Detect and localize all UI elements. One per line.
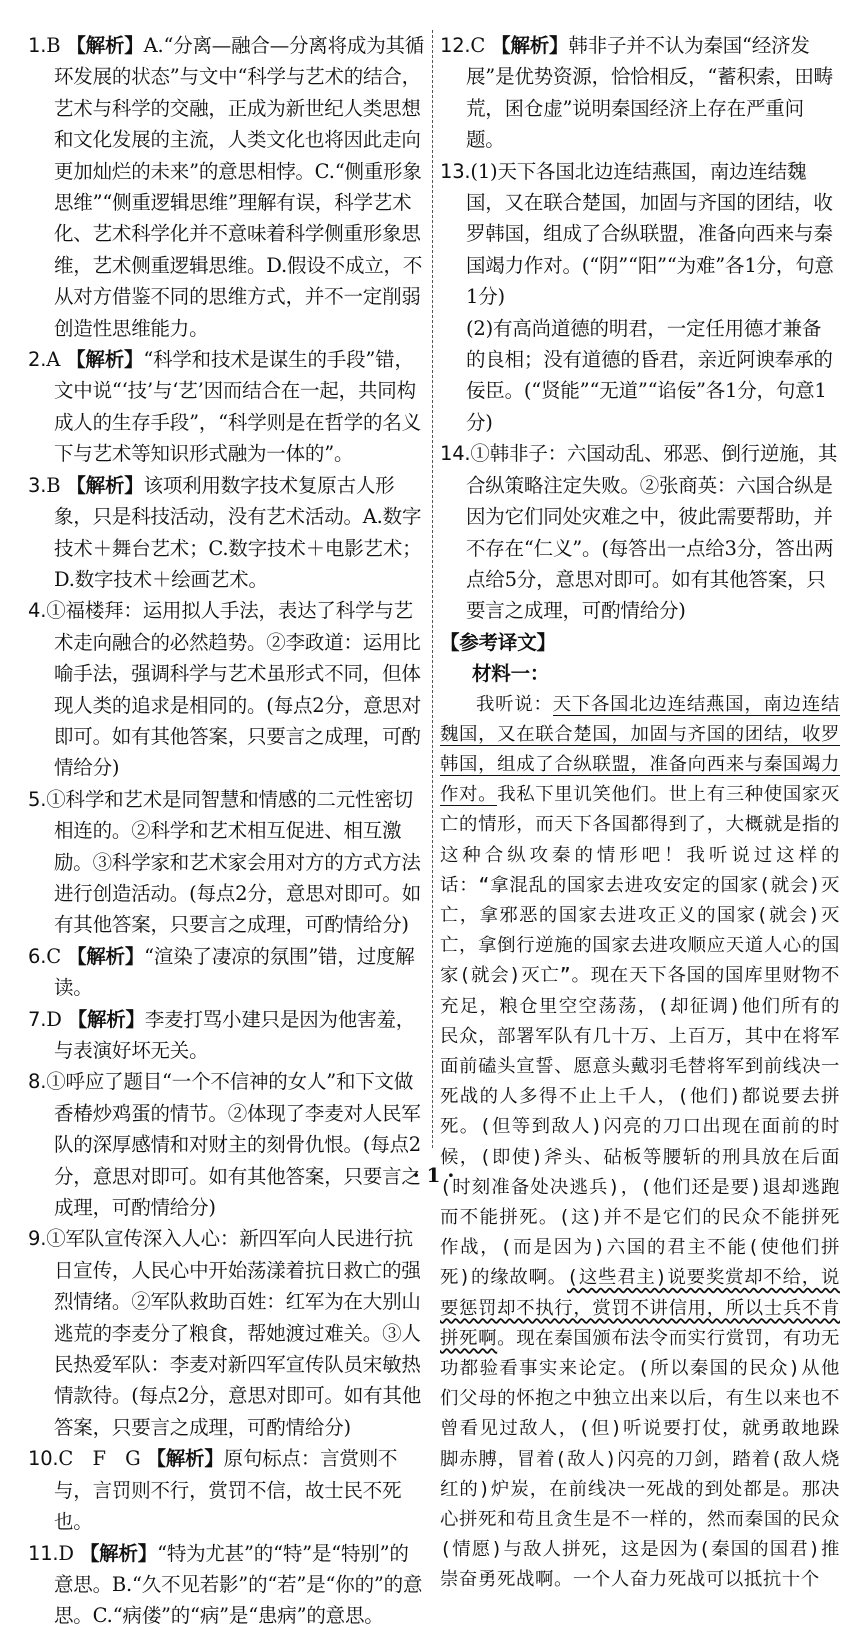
- analysis-tag: 【解析】: [66, 348, 144, 372]
- translation-text: 我私下里讥笑他们。世上有三种使国家灭亡的情形，而天下各国都得到了，大概就是指的这种合纵攻秦的情形吧！我听说过这样的话：“拿混乱的国家去进攻安定的国家(就会)灭亡，拿邪恶的国家去进攻正义的国家(就会)灭亡，拿倒行逆施的国家去进攻顺应天道人心的国家(就会)灭亡”。现在天下各国的国库里财物不充足，粮仓里空空荡荡，(却征调)他们所有的民众，部署军队有几十万、上百万，其中在将军面前磕头宣誓、愿意头戴羽毛替将军到前线决一死战的人多得不止上千人，(他们)都说要去拼死。(但等到敌人)闪亮的刀口出现在面前的时候，(即使)斧头、砧板等腰斩的刑具放在后面(时刻准备处决逃兵)，(他们还是要)退却逃跑而不能拼死。(这)并不是它们的民众不能拼死作战，(而是因为)六国的君主不能(使他们拼死)的缘故啊。: [440, 784, 840, 1289]
- answer-item: [440, 156, 840, 313]
- item-number: 7.: [28, 1007, 47, 1031]
- analysis-tag: 【解析】: [491, 34, 569, 57]
- answer-subitem: [440, 313, 840, 439]
- analysis-tag: 【解析】: [146, 1447, 224, 1471]
- item-number: 11.: [28, 1541, 59, 1565]
- item-text: ①呼应了题目“一个不信神的女人”和下文做香椿炒鸡蛋的情节。②体现了李麦对人民军队的深厚感情和对财主的刻骨仇恨。(每点2分，意思对即可。如有其他答案，只要言之成理，可酌情给分): [46, 1070, 422, 1220]
- answer-item: [28, 1223, 426, 1443]
- answer-item: [28, 1066, 426, 1223]
- item-text: ①福楼拜：运用拟人手法，表达了科学与艺术走向融合的必然趋势。②李政道：运用比喻手法，强调科学与艺术虽形式不同，但体现人类的追求是相同的。(每点2分，意思对即可。如有其他答案，只要言之成理，可酌情给分): [46, 599, 422, 780]
- answer-choice: C: [46, 944, 61, 968]
- item-text: “特为尤甚”的“特”是“特别”的意思。B.“久不见若影”的“若”是“你的”的意思。C.“病偻”的“病”是“患病”的意思。: [54, 1541, 423, 1628]
- item-number: 3.: [28, 473, 47, 497]
- item-text: A.“分离—融合—分离将成为其循环发展的状态”与文中“科学与艺术的结合，艺术与科学的交融，正成为新世纪人类思想和文化发展的主流，人类文化也将因此走向更加灿烂的未来”的意思相悖。C.“侧重形象思维”“侧重逻辑思维”理解有误，科学艺术化、艺术科学化并不意味着科学侧重形象思维，艺术侧重逻辑思维。D.假设不成立，不从对方借鉴不同的思维方式，并不一定削弱创造性思维能力。: [54, 34, 425, 340]
- item-text: ①韩非子：六国动乱、邪恶、倒行逆施，其合纵策略注定失败。②张商英：六国合纵是因为它们同处灾难之中，彼此需要帮助，并不存在“仁义”。(每答出一点给3分，答出两点给5分，意思对即可。如有其他答案，只要言之成理，可酌情给分): [466, 442, 838, 623]
- answer-item: [28, 595, 426, 783]
- item-number: 13.: [440, 159, 471, 183]
- answer-item: [28, 941, 426, 1004]
- item-text: 李麦打骂小建只是因为他害羞，与表演好坏无关。: [54, 1007, 416, 1062]
- answer-choice: D: [58, 1541, 74, 1565]
- column-divider: [432, 30, 433, 1148]
- item-number: 10.: [28, 1447, 59, 1471]
- left-column: [28, 30, 426, 1632]
- item-text: (2)有高尚道德的明君，一定任用德才兼备的良相；没有道德的昏君，亲近阿谀奉承的佞臣。(“贤能”“无道”“谄佞”各1分，句意1分): [466, 316, 833, 434]
- analysis-tag: 【解析】: [79, 1541, 158, 1565]
- answer-item: [28, 784, 426, 941]
- item-text: “渲染了凄凉的氛围”错，过度解读。: [54, 944, 415, 1000]
- item-text: ①科学和艺术是同智慧和情感的二元性密切相连的。②科学和艺术相互促进、相互激励。③科学家和艺术家会用对方的方式方法进行创造活动。(每点2分，意思对即可。如有其他答案，只要言之成理，可酌情给分): [46, 787, 422, 937]
- answer-choice: D: [46, 1007, 62, 1031]
- wavy-underlined-sentence: (这些君主)说要奖赏却不给，说要惩罚却不执行，赏罚不讲信用，所以士兵不肯拼死啊: [440, 1267, 840, 1349]
- answer-item: [28, 1443, 426, 1537]
- answer-item: [28, 30, 426, 344]
- item-text: 原句标点：言赏则不与，言罚则不行，赏罚不信，故士民不死也。: [54, 1447, 402, 1534]
- translation-text: 我听说：: [476, 693, 553, 715]
- reference-title: 【参考译文】: [440, 630, 556, 654]
- answer-item: [440, 438, 840, 626]
- answer-choice: B: [46, 34, 61, 57]
- item-text: “科学和技术是谋生的手段”错，文中说“‘技’与‘艺’因而结合在一起，共同构成人的生存手段”，“科学则是在哲学的名义下与艺术等知识形式融为一体的”。: [54, 348, 421, 466]
- item-number: 14.: [440, 442, 471, 466]
- item-number: 2.: [28, 348, 47, 372]
- answer-choice: B: [46, 473, 61, 497]
- item-text: 该项利用数字技术复原古人形象，只是科技活动，没有艺术活动。A.数字技术＋舞台艺术；C.数字技术＋电影艺术；D.数字技术＋绘画艺术。: [54, 473, 422, 591]
- translation-paragraph: [440, 690, 840, 1596]
- item-number: 6.: [28, 944, 47, 968]
- answer-choice: C F G: [58, 1447, 141, 1471]
- analysis-tag: 【解析】: [66, 34, 144, 57]
- translation-text: 。现在秦国颁布法令而实行赏罚，有功无功都验看事实来论定。(所以秦国的民众)从他们父母的怀抱之中独立出来以后，有生以来也不曾看见过敌人，(但)听说要打仗，就勇敢地跺脚赤膊，冒着(敌人)闪亮的刀剑，踏着(敌人烧红的)炉炭，在前线决一死战的到处都是。那决心拼死和苟且贪生是不一样的，然而秦国的民众(情愿)与敌人拼死，这是因为(秦国的国君)推崇奋勇死战啊。一个人奋力死战可以抵抗十个: [440, 1327, 840, 1591]
- answer-choice: C: [470, 34, 486, 57]
- page-number: · 1 ·: [412, 1163, 455, 1187]
- answer-item: [28, 344, 426, 470]
- answer-item: [440, 30, 840, 156]
- item-number: 1.: [28, 34, 47, 57]
- analysis-tag: 【解析】: [66, 473, 144, 497]
- answer-item: [28, 1538, 426, 1632]
- item-text: ①军队宣传深入人心：新四军向人民进行抗日宣传，人民心中开始荡漾着抗日救亡的强烈情绪。②军队救助百姓：红军为在大别山逃荒的李麦分了粮食，帮她渡过难关。③人民热爱军队：李麦对新四军宣传队员宋敏热情款待。(每点2分，意思对即可。如有其他答案，只要言之成理，可酌情给分): [46, 1227, 422, 1439]
- answer-choice: A: [46, 348, 61, 372]
- item-number: 5.: [28, 787, 47, 811]
- item-number: 8.: [28, 1070, 47, 1094]
- analysis-tag: 【解析】: [66, 944, 145, 968]
- item-number: 12.: [440, 34, 471, 57]
- item-text: (1)天下各国北边连结燕国，南边连结魏国，又在联合楚国，加固与齐国的团结，收罗韩国，组成了合纵联盟，准备向西来与秦国竭力作对。(“阴”“阳”“为难”各1分，句意1分): [466, 159, 834, 309]
- material-label: 材料一：: [472, 662, 550, 686]
- answer-item: [28, 1004, 426, 1067]
- underlined-sentence: 天下各国北边连结燕国，南边连结魏国，又在联合楚国，加固与齐国的团结，收罗韩国，组成了合纵联盟，准备向西来与秦国竭力作对。: [440, 693, 840, 806]
- answer-item: [28, 470, 426, 596]
- right-column: [440, 30, 840, 1596]
- item-number: 4.: [28, 599, 47, 623]
- item-text: 韩非子并不认为秦国“经济发展”是优势资源，恰恰相反，“蓄积索，田畴荒，囷仓虚”说明秦国经济上存在严重问题。: [466, 34, 833, 152]
- analysis-tag: 【解析】: [67, 1007, 145, 1031]
- item-number: 9.: [28, 1227, 47, 1251]
